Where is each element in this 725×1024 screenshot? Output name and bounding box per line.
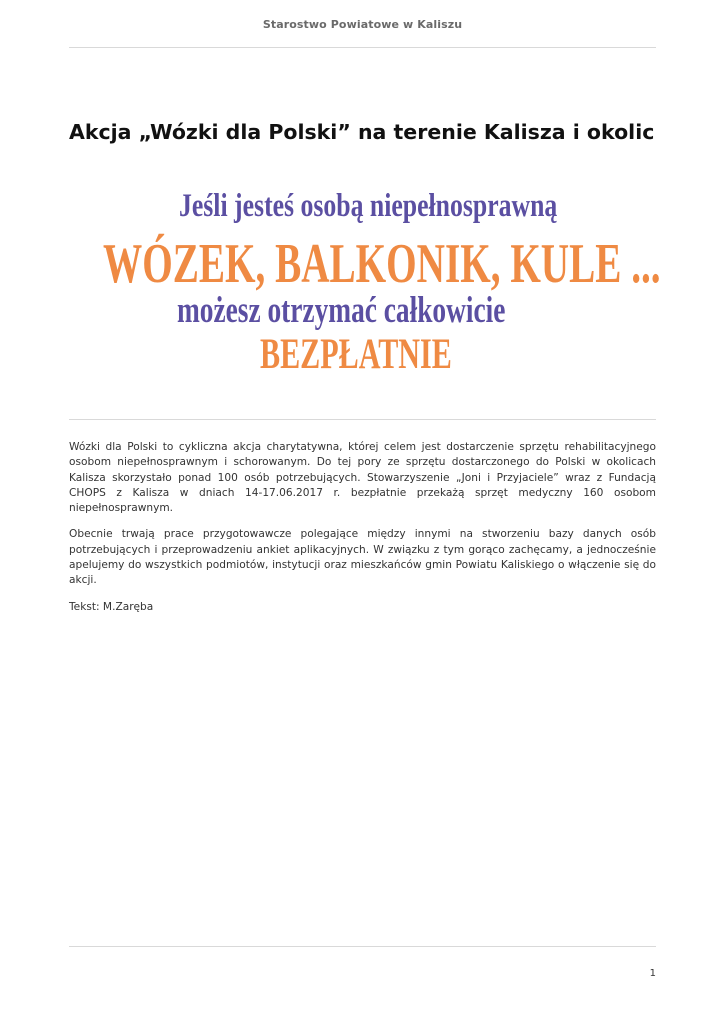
banner-line-free: BEZPŁATNIE xyxy=(260,331,452,378)
page-number: 1 xyxy=(649,968,656,979)
article-paragraph: Wózki dla Polski to cykliczna akcja charytatywna, której celem jest dostarczenie sprzętu rehabilitacyjnego osobom niepełnosprawnym i schorowanym. Do tej pory ze sprzętu dostarczonego do Polski w okolicach Kalisza skorzystało ponad 100 osób potrzebujących. Stowarzyszenie „Joni i Przyjaciele” wraz z Fundacją CHOPS z Kalisza w dniach 14-17.06.2017 r. bezpłatnie przekażą sprzęt medyczny 160 osobom niepełnosprawnym. xyxy=(69,441,656,515)
article-body xyxy=(69,440,656,626)
article-banner-image xyxy=(69,176,661,396)
header-divider xyxy=(69,47,656,48)
article-paragraph: Obecnie trwają prace przygotowawcze polegające między innymi na stworzeniu bazy danych osób potrzebujących i przeprowadzeniu ankiet aplikacyjnych. W związku z tym gorąco zachęcamy, a jednocześnie apelujemy do wszystkich podmiotów, instytucji oraz mieszkańców gmin Powiatu Kaliskiego o włączenie się do akcji. xyxy=(69,528,656,587)
site-header: Starostwo Powiatowe w Kaliszu xyxy=(262,18,463,31)
article-author: Tekst: M.Zaręba xyxy=(69,600,154,613)
banner-line-offer: możesz otrzymać całkowicie xyxy=(177,290,506,331)
content-divider xyxy=(69,419,656,420)
banner-line-intro: Jeśli jesteś osobą niepełnosprawną xyxy=(179,188,558,224)
article-title: Akcja „Wózki dla Polski” na terenie Kalisza i okolic xyxy=(69,120,655,144)
banner-line-equipment: WÓZEK, BALKONIK, KULE ... xyxy=(103,233,661,295)
footer-divider xyxy=(69,946,656,947)
